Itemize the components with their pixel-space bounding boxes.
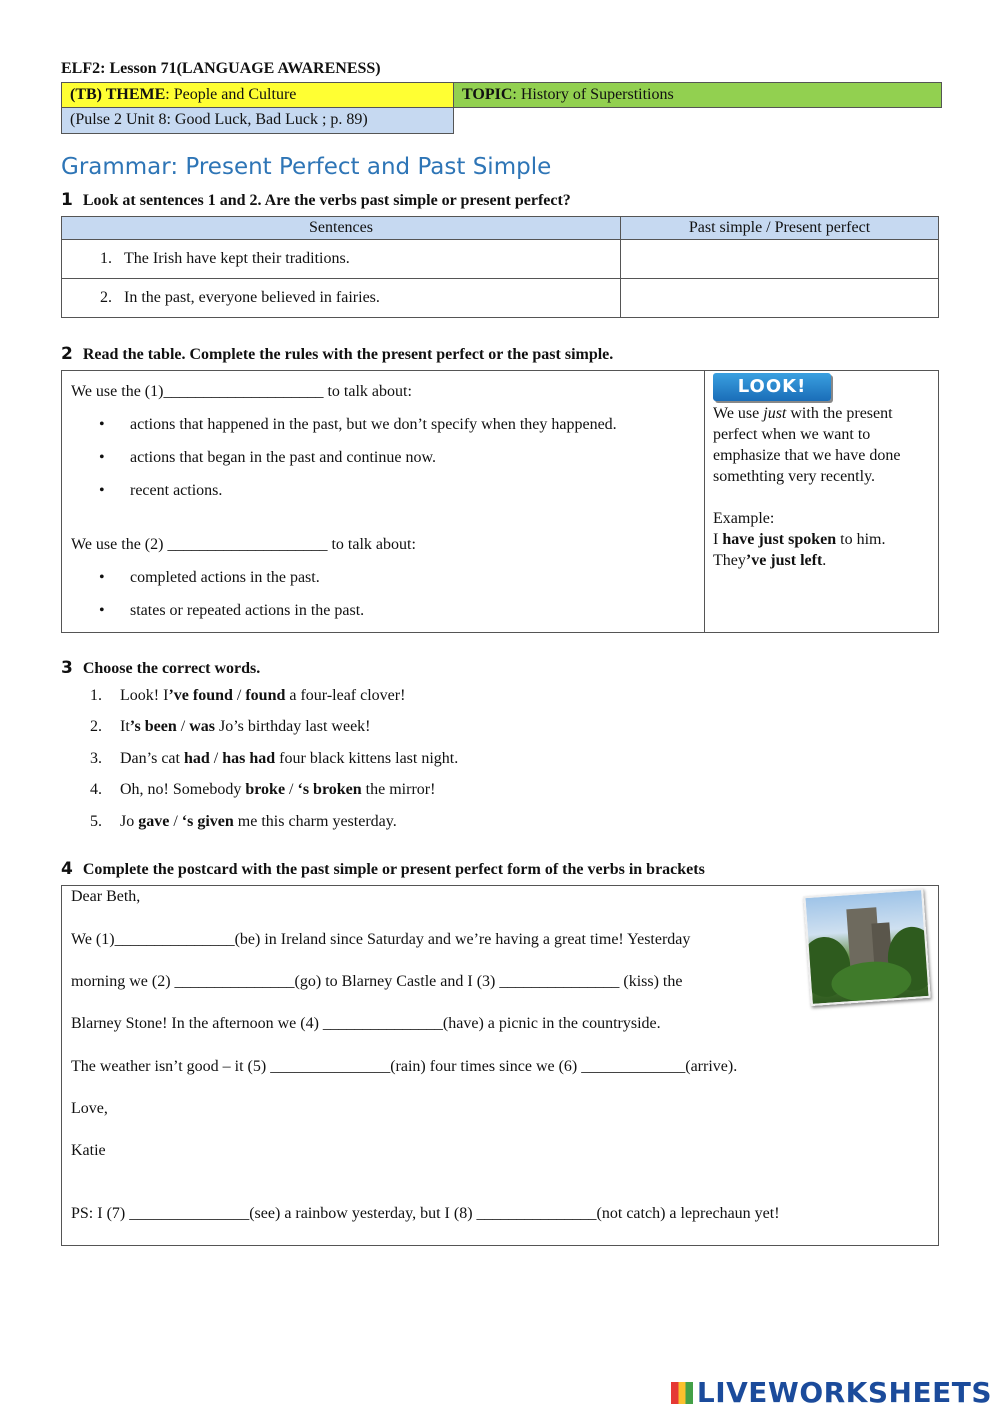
look-note: We use just with the present perfect when we want to emphasize that we have done somethting very recently. Example: I have just spoken to him. They’ve just left. [713,403,937,571]
list-item: • completed actions in the past. [102,569,320,587]
answer-field-2[interactable] [621,279,939,318]
list-item: 1. Look! I’ve found / found a four-leaf clover! [90,687,406,704]
task1-instruction: 1 Look at sentences 1 and 2. Are the verbs past simple or present perfect? [61,190,571,210]
rules-panel [62,371,705,632]
source-cell: (Pulse 2 Unit 8: Good Luck, Bad Luck ; p. 89) [61,107,454,134]
sentence-cell: 1. The Irish have kept their traditions. [62,240,621,279]
option-b[interactable]: has had [222,750,276,767]
theme-value: : People and Culture [165,86,297,103]
table-row [62,279,939,318]
rules-box [61,370,939,633]
topic-value: : History of Superstitions [512,86,674,103]
postcard-line: Blarney Stone! In the afternoon we (4) _______________(have) a picnic in the countryside. [71,1015,661,1032]
list-item: 3. Dan’s cat had / has had four black kittens last night. [90,750,459,767]
table-row [62,240,939,279]
look-badge: LOOK! [713,373,831,401]
postcard-line: The weather isn’t good – it (5) _______________(rain) four times since we (6) _____________(arrive). [71,1058,738,1075]
topic-label: TOPIC [462,86,513,103]
task3-instruction: 3 Choose the correct words. [61,658,261,678]
example-label: Example: [713,510,775,527]
option-a[interactable]: broke [245,781,286,798]
logo-mark-icon [671,1382,693,1404]
list-item: • recent actions. [102,482,222,500]
task2-instruction: 2 Read the table. Complete the rules with the present perfect or the past simple. [61,344,614,364]
topic-cell [453,82,942,108]
task1-table [61,216,939,318]
col-sentences: Sentences [62,217,621,240]
option-a[interactable]: had [183,750,210,767]
example-1: I have just spoken to him. [713,531,886,548]
option-b[interactable]: was [189,718,215,735]
list-item: 4. Oh, no! Somebody broke / ‘s broken the mirror! [90,781,436,798]
list-item: • actions that began in the past and continue now. [102,449,436,467]
option-b[interactable]: found [245,687,286,704]
list-item: • actions that happened in the past, but we don’t specify when they happened. [102,416,617,434]
postcard-signoff: Love, [71,1100,108,1117]
rule-2: We use the (2) ____________________ to talk about: [71,536,416,553]
col-answer: Past simple / Present perfect [621,217,939,240]
castle-photo [803,888,930,1006]
postcard-line: We (1)_______________(be) in Ireland since Saturday and we’re having a great time! Yesterday [71,931,691,948]
postcard-signature: Katie [71,1142,106,1159]
postcard-line: morning we (2) _______________(go) to Blarney Castle and I (3) _______________ (kiss) the [71,973,683,990]
option-b[interactable]: ‘s given [181,813,234,830]
example-2: They’ve just left. [713,552,827,569]
answer-field-1[interactable] [621,240,939,279]
rule-1: We use the (1)____________________ to talk about: [71,383,412,400]
option-a[interactable]: gave [138,813,170,830]
list-item: • states or repeated actions in the past. [102,602,364,620]
postcard-ps: PS: I (7) _______________(see) a rainbow yesterday, but I (8) _______________(not catch) a leprechaun yet! [71,1205,780,1222]
sentence-cell: 2. In the past, everyone believed in fairies. [62,279,621,318]
option-a[interactable]: ’ve found [168,687,233,704]
page-title: Grammar: Present Perfect and Past Simple [61,154,552,180]
postcard-greeting: Dear Beth, [71,888,141,905]
list-item: 2. It’s been / was Jo’s birthday last week! [90,718,371,735]
liveworksheets-logo: LIVEWORKSHEETS [671,1376,992,1409]
postcard-box [61,885,939,1246]
theme-cell [61,82,454,108]
theme-label: (TB) THEME [70,86,166,103]
task4-instruction: 4 Complete the postcard with the past simple or present perfect form of the verbs in brackets [61,859,705,879]
option-b[interactable]: ‘s broken [297,781,362,798]
list-item: 5. Jo gave / ‘s given me this charm yesterday. [90,813,397,830]
option-a[interactable]: ’s been [129,718,177,735]
lesson-heading: ELF2: Lesson 71(LANGUAGE AWARENESS) [61,60,381,77]
